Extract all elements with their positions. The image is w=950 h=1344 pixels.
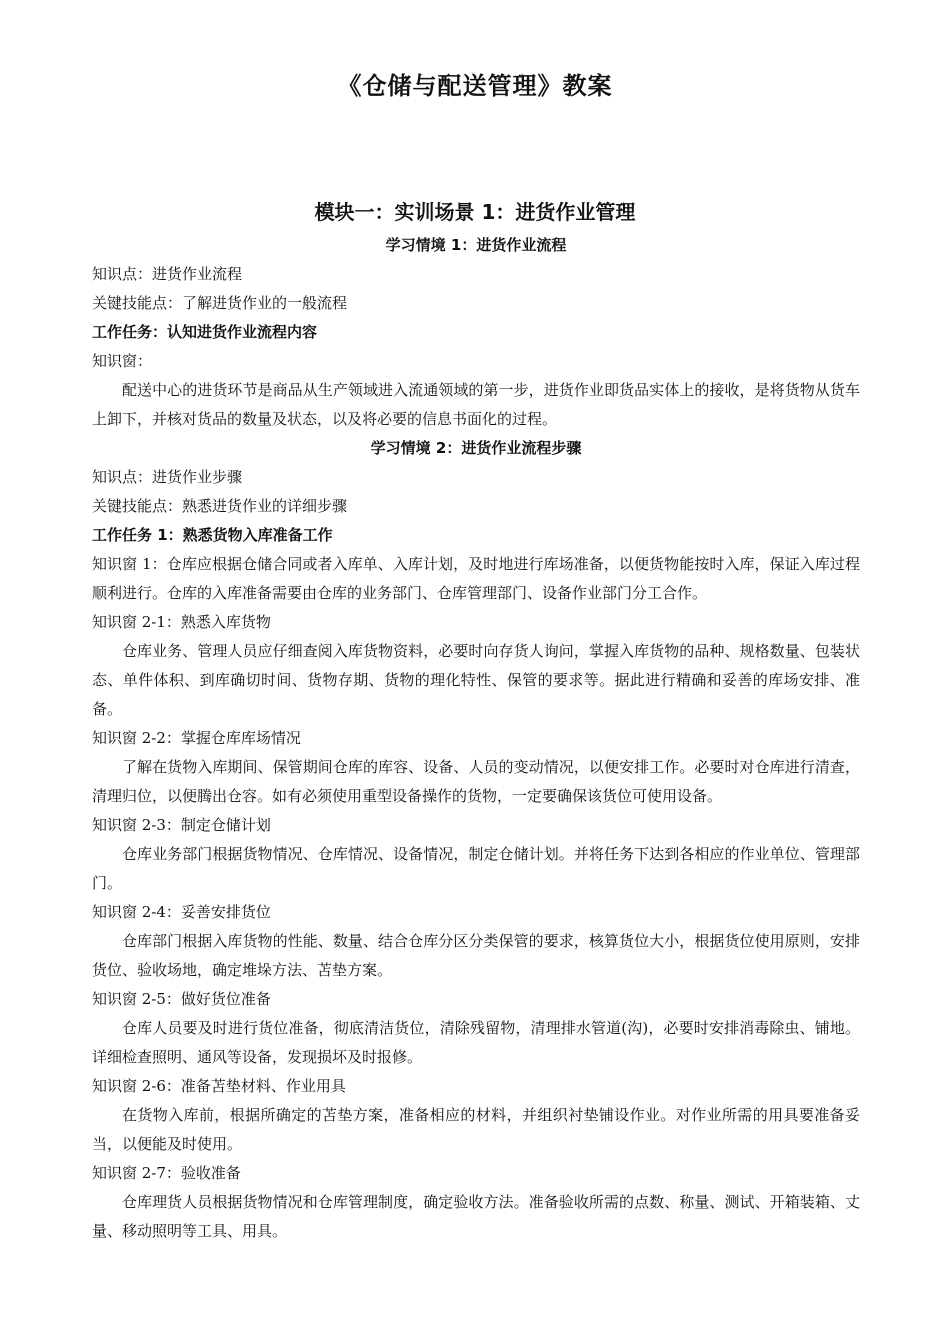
situation-1-key-skill: 关键技能点：了解进货作业的一般流程 — [92, 294, 348, 312]
knowledge-window-2-6-label: 知识窗 2-6：准备苫垫材料、作业用具 — [92, 1077, 346, 1095]
knowledge-window-2-7-text: 仓库理货人员根据货物情况和仓库管理制度，确定验收方法。准备验收所需的点数、称量、测试、开箱装箱、丈量、移动照明等工具、用具。 — [92, 1193, 860, 1240]
situation-2-knowledge-point: 知识点：进货作业步骤 — [92, 468, 243, 486]
knowledge-window-2-2-label: 知识窗 2-2：掌握仓库库场情况 — [92, 729, 301, 747]
knowledge-window-2-7-label: 知识窗 2-7：验收准备 — [92, 1164, 241, 1182]
knowledge-window-1: 知识窗 1：仓库应根据仓储合同或者入库单、入库计划，及时地进行库场准备，以便货物能按时入库，保证入库过程顺利进行。仓库的入库准备需要由仓库的业务部门、仓库管理部门、设备作业部门分工合作。 — [92, 555, 860, 602]
situation-1-knowledge-point: 知识点：进货作业流程 — [92, 265, 243, 283]
knowledge-window-2-5-text: 仓库人员要及时进行货位准备，彻底清洁货位，清除残留物，清理排水管道(沟)，必要时安排消毒除虫、铺地。详细检查照明、通风等设备，发现损坏及时报修。 — [92, 1019, 860, 1066]
knowledge-window-2-2-text: 了解在货物入库期间、保管期间仓库的库容、设备、人员的变动情况，以便安排工作。必要时对仓库进行清查，清理归位，以便腾出仓容。如有必须使用重型设备操作的货物，一定要确保该货位可使用设备。 — [92, 758, 860, 805]
knowledge-window-2-6-text: 在货物入库前，根据所确定的苫垫方案，准备相应的材料，并组织衬垫铺设作业。对作业所需的用具要准备妥当，以便能及时使用。 — [92, 1106, 860, 1153]
knowledge-window-2-4-text: 仓库部门根据入库货物的性能、数量、结合仓库分区分类保管的要求，核算货位大小，根据货位使用原则，安排货位、验收场地，确定堆垛方法、苫垫方案。 — [92, 932, 860, 979]
situation-1-work-task: 工作任务：认知进货作业流程内容 — [92, 323, 318, 341]
situation-1-window-text: 配送中心的进货环节是商品从生产领域进入流通领域的第一步，进货作业即货品实体上的接收，是将货物从货车上卸下，并核对货品的数量及状态，以及将必要的信息书面化的过程。 — [92, 381, 860, 428]
knowledge-window-2-4-label: 知识窗 2-4：妥善安排货位 — [92, 903, 271, 921]
knowledge-window-2-1-label: 知识窗 2-1：熟悉入库货物 — [92, 613, 271, 631]
knowledge-window-2-3-label: 知识窗 2-3：制定仓储计划 — [92, 816, 271, 834]
document-body — [92, 231, 860, 1246]
knowledge-window-2-1-text: 仓库业务、管理人员应仔细查阅入库货物资料，必要时向存货人询问，掌握入库货物的品种、规格数量、包装状态、单件体积、到库确切时间、货物存期、货物的理化特性、保管的要求等。据此进行精确和妥善的库场安排、准备。 — [92, 642, 860, 718]
knowledge-window-2-3-text: 仓库业务部门根据货物情况、仓库情况、设备情况，制定仓储计划。并将任务下达到各相应的作业单位、管理部门。 — [92, 845, 860, 892]
situation-1-heading: 学习情境 1：进货作业流程 — [385, 236, 567, 254]
situation-2-work-task: 工作任务 1：熟悉货物入库准备工作 — [92, 526, 333, 544]
situation-1-window-label: 知识窗： — [92, 352, 153, 370]
document-title: 《仓储与配送管理》教案 — [337, 72, 613, 100]
module-title: 模块一：实训场景 1：进货作业管理 — [314, 200, 636, 224]
situation-2-key-skill: 关键技能点：熟悉进货作业的详细步骤 — [92, 497, 348, 515]
situation-2-heading: 学习情境 2：进货作业流程步骤 — [370, 439, 582, 457]
knowledge-window-2-5-label: 知识窗 2-5：做好货位准备 — [92, 990, 271, 1008]
